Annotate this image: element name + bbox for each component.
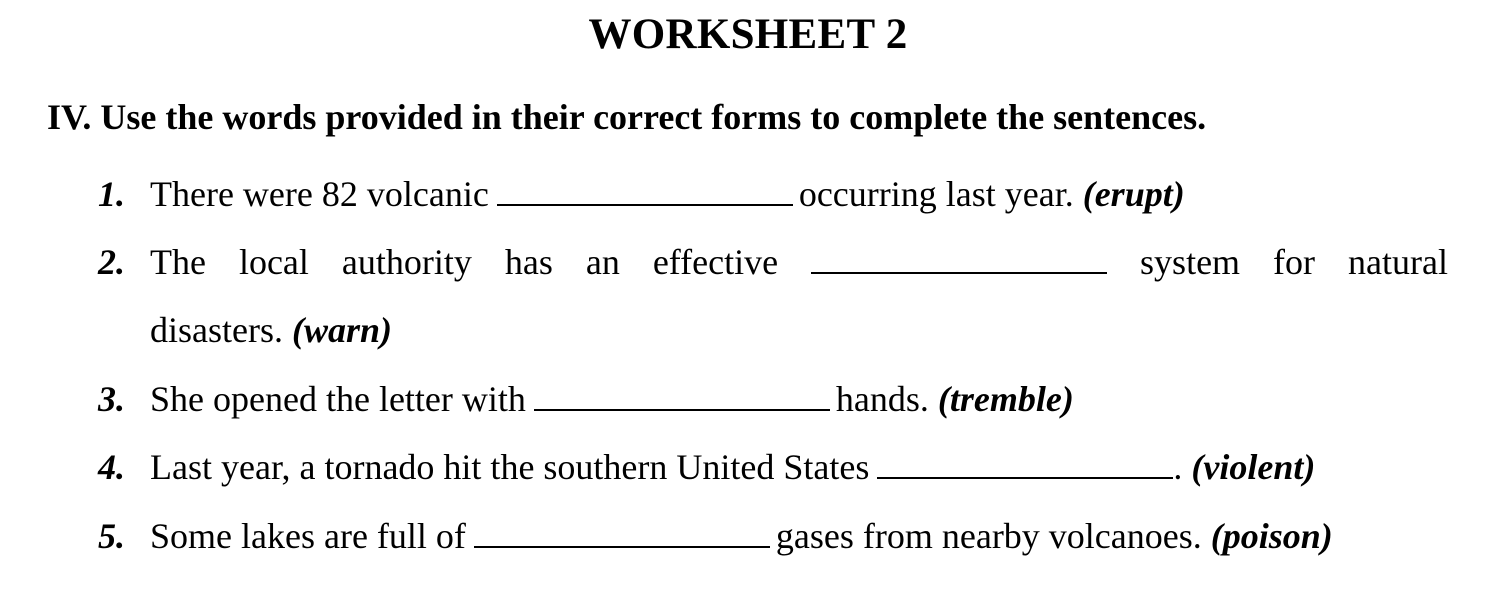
question-suffix: occurring last year. bbox=[798, 174, 1074, 214]
answer-blank[interactable] bbox=[811, 242, 1107, 274]
question-word: for bbox=[1273, 242, 1316, 282]
question-continuation: disasters. bbox=[150, 310, 283, 350]
question-text bbox=[150, 171, 1185, 217]
question-1 bbox=[98, 171, 1448, 217]
question-prefix: Some lakes are full of bbox=[150, 516, 466, 556]
question-2-continuation bbox=[150, 307, 392, 353]
question-prefix: There were 82 volcanic bbox=[150, 174, 489, 214]
worksheet-title: WORKSHEET 2 bbox=[588, 11, 908, 58]
question-word: The bbox=[150, 242, 206, 282]
question-suffix: hands. bbox=[835, 379, 929, 419]
answer-blank[interactable] bbox=[534, 379, 830, 411]
word-hint: (erupt) bbox=[1082, 174, 1185, 214]
question-word: effective bbox=[652, 242, 779, 282]
word-hint: (warn) bbox=[291, 310, 393, 350]
answer-blank[interactable] bbox=[497, 174, 793, 206]
question-number: 1. bbox=[98, 174, 125, 214]
word-hint: (violent) bbox=[1191, 447, 1316, 487]
answer-blank[interactable] bbox=[474, 516, 770, 548]
question-text bbox=[150, 513, 1333, 559]
question-2 bbox=[98, 239, 1448, 285]
question-word: local bbox=[238, 242, 309, 282]
question-prefix: She opened the letter with bbox=[150, 379, 526, 419]
word-hint: (poison) bbox=[1210, 516, 1333, 556]
question-word: has bbox=[504, 242, 553, 282]
question-number: 4. bbox=[98, 447, 125, 487]
question-word: natural bbox=[1348, 242, 1448, 282]
question-suffix: . bbox=[1173, 447, 1183, 487]
question-number: 5. bbox=[98, 516, 125, 556]
question-word: system bbox=[1140, 242, 1241, 282]
question-number: 2. bbox=[98, 242, 125, 282]
question-word: authority bbox=[341, 242, 472, 282]
section-instruction: IV. Use the words provided in their correct forms to complete the sentences. bbox=[47, 97, 1207, 137]
question-prefix: Last year, a tornado hit the southern United States bbox=[150, 447, 870, 487]
word-hint: (tremble) bbox=[937, 379, 1074, 419]
question-suffix: gases from nearby volcanoes. bbox=[775, 516, 1202, 556]
question-5 bbox=[98, 513, 1448, 559]
question-4 bbox=[98, 444, 1448, 490]
question-3 bbox=[98, 376, 1448, 422]
question-text bbox=[150, 376, 1074, 422]
answer-blank[interactable] bbox=[877, 447, 1173, 479]
question-text bbox=[150, 444, 1315, 490]
question-number: 3. bbox=[98, 379, 125, 419]
question-text bbox=[150, 239, 1448, 285]
question-word: an bbox=[585, 242, 620, 282]
